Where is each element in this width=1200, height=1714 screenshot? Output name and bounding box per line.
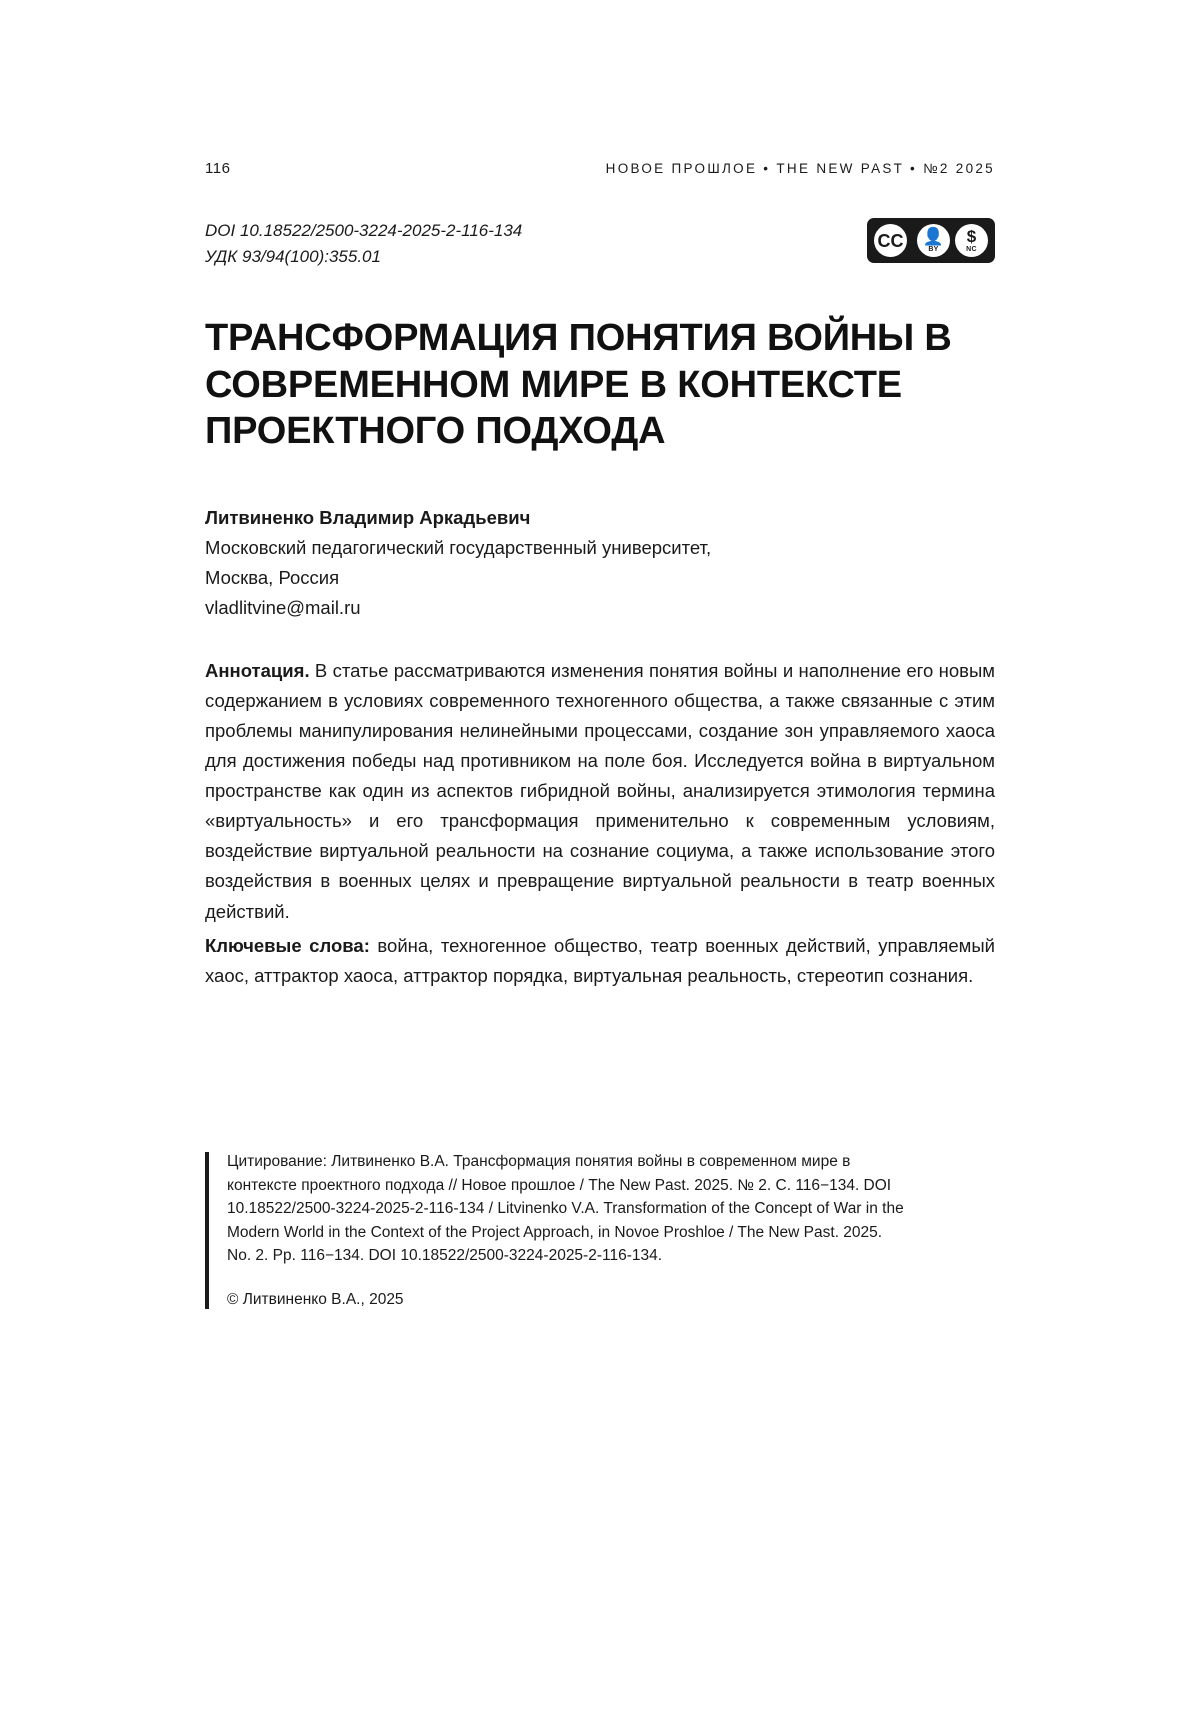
identifiers [205, 218, 522, 271]
creative-commons-badge[interactable] [867, 218, 995, 263]
author-email[interactable]: vladlitvine@mail.ru [205, 596, 361, 618]
cc-by-label: BY [928, 245, 939, 253]
page-number: 116 [205, 160, 231, 177]
cc-nc-symbol: $ [966, 226, 977, 246]
author-city: Москва, Россия [205, 566, 340, 588]
article-title: ТРАНСФОРМАЦИЯ ПОНЯТИЯ ВОЙНЫ В СОВРЕМЕННОМ МИРЕ В КОНТЕКСТЕ ПРОЕКТНОГО ПОДХОДА [205, 317, 952, 453]
abstract-label: Аннотация. [205, 659, 310, 681]
udk-line: УДК 93/94(100):355.01 [205, 247, 381, 267]
author-name: Литвиненко Владимир Аркадьевич [205, 507, 531, 528]
author-affiliation: Московский педагогический государственный университет, [205, 536, 712, 558]
cc-license-icons [917, 224, 988, 257]
copyright-line: © Литвиненко В.А., 2025 [227, 1290, 404, 1308]
abstract-paragraph [205, 656, 995, 927]
cc-by-symbol: 👤 [922, 226, 945, 246]
cc-glyph: CC [877, 230, 904, 251]
cc-nc-label: NC [966, 245, 977, 253]
keywords-paragraph [205, 931, 995, 991]
cc-logo-icon [874, 224, 907, 257]
citation-block [205, 1150, 905, 1311]
doi-line: DOI 10.18522/2500-3224-2025-2-116-134 [205, 221, 523, 240]
author-block [205, 503, 995, 623]
journal-running-title: НОВОЕ ПРОШЛОЕ • THE NEW PAST • №2 2025 [605, 161, 995, 176]
identifiers-row [205, 218, 995, 271]
abstract-text: В статье рассматриваются изменения понятия войны и наполнение его новым содержанием в условиях современного техногенного общества, а также связанные с этим проблемы манипулирования нелинейными процессами, создание зон управляемого хаоса для достижения победы над противником на поле боя. Исследуется война в виртуальном пространстве как один из аспектов гибридной войны, анализируется этимология термина «виртуальность» и его трансформация применительно к современным условиям, воздействие виртуальной реальности на сознание социума, а также использование этого воздействия в военных целях и превращение виртуальной реальности в театр военных действий. [205, 659, 995, 922]
cc-by-icon [917, 224, 950, 257]
keywords-label: Ключевые слова: [205, 934, 370, 956]
running-head [205, 160, 995, 177]
keywords-text: война, техногенное общество, театр военных действий, управляемый хаос, аттрактор хаоса, аттрактор порядка, виртуальная реальность, стереотип сознания. [205, 934, 995, 986]
cc-nc-icon [955, 224, 988, 257]
citation-text: Цитирование: Литвиненко В.А. Трансформация понятия войны в современном мире в контексте проектного подхода // Новое прошлое / The New Past. 2025. № 2. С. 116−134. DOI 10.18522/2500-3224-2025-2-116-134 / Litvinenko V.A. Transformation of the Concept of War in the Modern World in the Context of the Project Approach, in Novoe Proshloe / The New Past. 2025. No. 2. Pp. 116−134. DOI 10.18522/2500-3224-2025-2-116-134. [227, 1153, 904, 1265]
